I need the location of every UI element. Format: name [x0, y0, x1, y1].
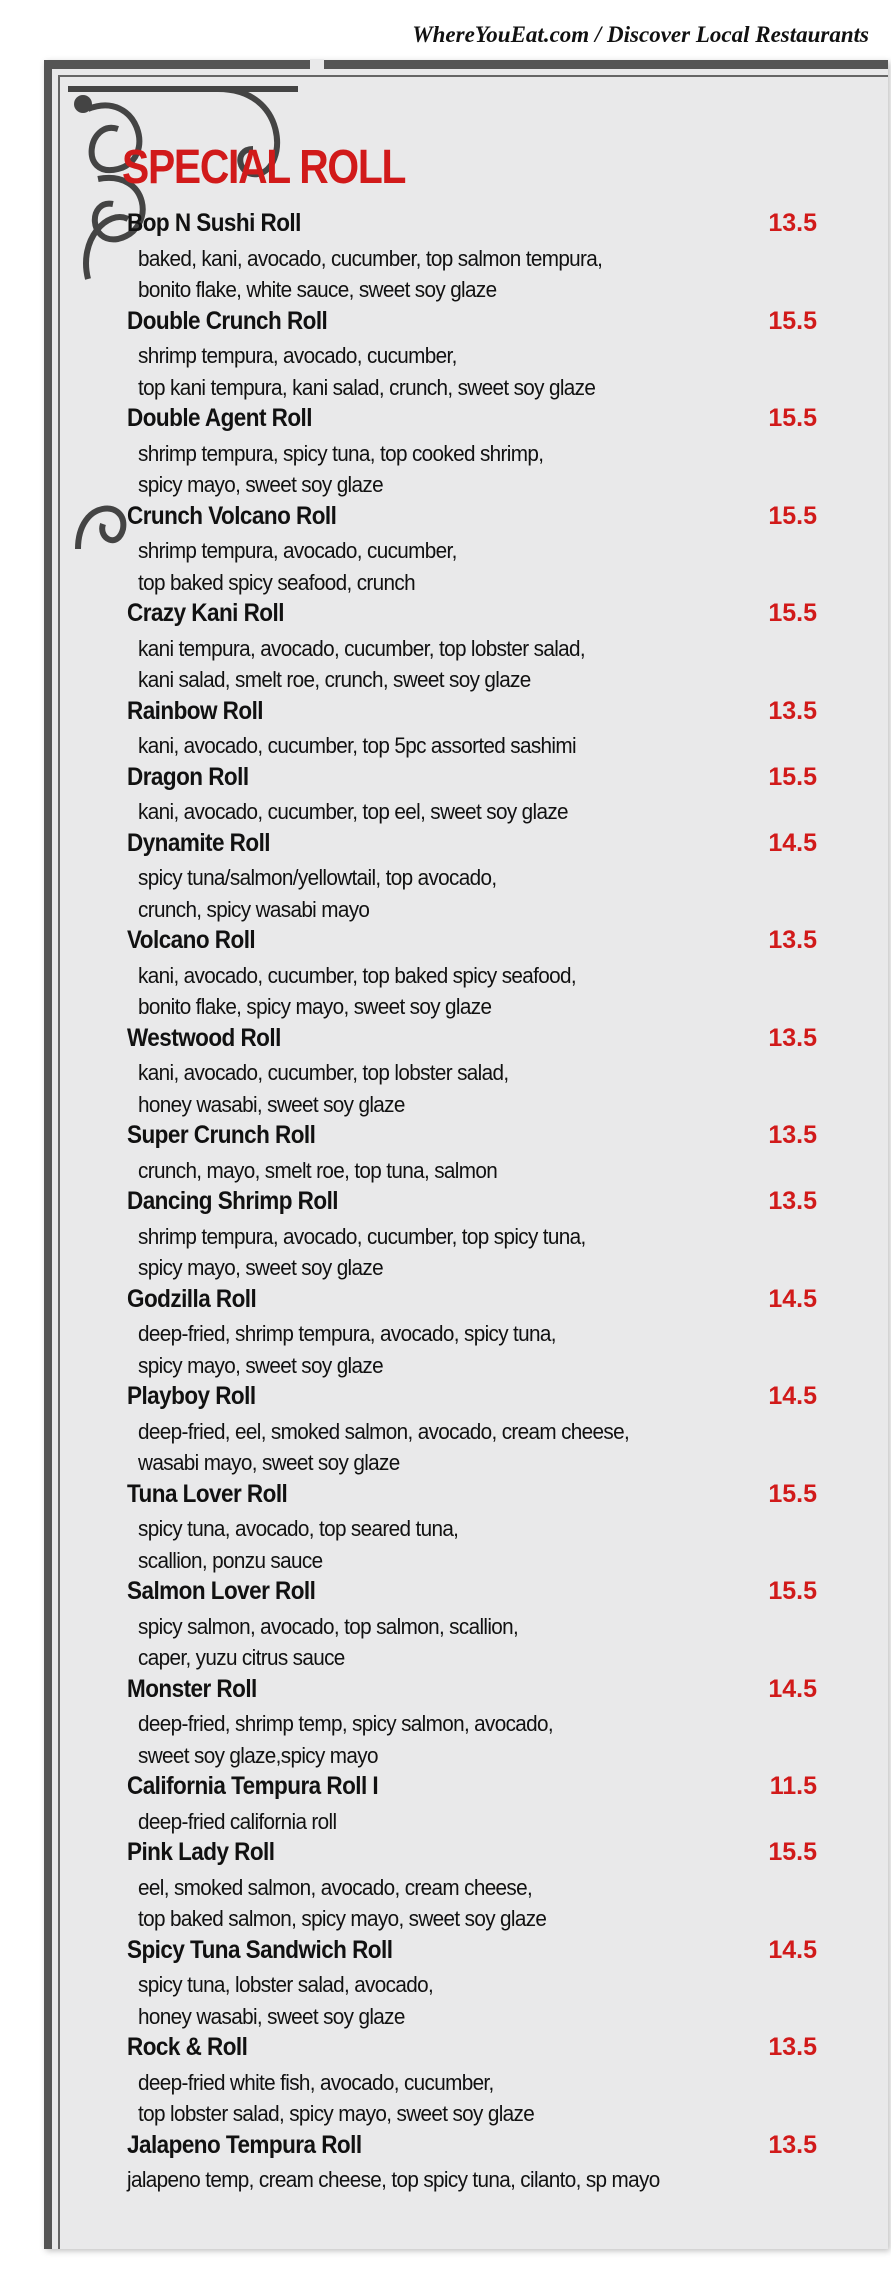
item-name: Pink Lady Roll — [127, 1838, 275, 1866]
item-price: 13.5 — [768, 209, 817, 237]
item-name: Super Crunch Roll — [127, 1121, 316, 1149]
site-header: WhereYouEat.com / Discover Local Restaurants — [412, 22, 869, 47]
item-price: 14.5 — [768, 1674, 817, 1703]
menu-item — [127, 925, 817, 1023]
item-description: crunch, mayo, smelt roe, top tuna, salmon — [138, 1157, 498, 1183]
item-name: Double Crunch Roll — [127, 306, 328, 335]
section-title: SPECIAL ROLL — [122, 141, 406, 194]
item-price: 13.5 — [768, 1187, 817, 1215]
item-description: shrimp tempura, avocado, cucumber, top spicy tuna, spicy mayo, sweet soy glaze — [138, 1223, 586, 1280]
item-description: deep-fried, shrimp temp, spicy salmon, avocado, sweet soy glaze,spicy mayo — [138, 1711, 554, 1768]
menu-item — [127, 208, 817, 306]
menu-item — [127, 1284, 817, 1382]
item-name: Dragon Roll — [127, 762, 249, 791]
menu-item — [127, 828, 817, 926]
item-description: deep-fried white fish, avocado, cucumber, top lobster salad, spicy mayo, sweet soy glaze — [138, 2069, 535, 2126]
item-price: 11.5 — [769, 1772, 817, 1800]
item-description: jalapeno temp, cream cheese, top spicy tuna, cilanto, sp mayo — [127, 2167, 660, 2192]
item-name: Crazy Kani Roll — [127, 599, 284, 627]
item-name: California Tempura Roll I — [127, 1772, 379, 1800]
item-name: Dancing Shrimp Roll — [127, 1187, 339, 1215]
item-description: deep-fried, shrimp tempura, avocado, spicy tuna, spicy mayo, sweet soy glaze — [138, 1321, 556, 1378]
menu-item — [127, 1771, 817, 1837]
item-name: Playboy Roll — [127, 1382, 256, 1410]
item-name: Godzilla Roll — [127, 1284, 257, 1313]
item-price: 15.5 — [768, 599, 817, 627]
item-price: 15.5 — [768, 762, 817, 791]
item-name: Tuna Lover Roll — [127, 1479, 288, 1508]
menu-item — [127, 2130, 817, 2196]
item-price: 13.5 — [768, 2033, 817, 2061]
menu-item — [127, 1186, 817, 1284]
item-description: kani, avocado, cucumber, top eel, sweet soy glaze — [138, 799, 568, 824]
item-description: eel, smoked salmon, avocado, cream cheese, top baked salmon, spicy mayo, sweet soy glaze — [138, 1874, 547, 1931]
item-name: Rock & Roll — [127, 2033, 248, 2061]
menu-item — [127, 1576, 817, 1674]
item-price: 14.5 — [768, 1935, 817, 1964]
item-price: 14.5 — [768, 828, 817, 857]
item-price: 15.5 — [768, 1479, 817, 1508]
menu-item — [127, 598, 817, 696]
menu-item — [127, 306, 817, 404]
menu-item — [127, 762, 817, 828]
item-name: Volcano Roll — [127, 926, 256, 954]
menu-item — [127, 1479, 817, 1577]
menu-item — [127, 1120, 817, 1186]
menu-item — [127, 501, 817, 599]
item-price: 13.5 — [768, 1023, 817, 1052]
menu-item — [127, 403, 817, 501]
menu-item — [127, 2032, 817, 2130]
item-price: 13.5 — [768, 1121, 817, 1149]
item-description: deep-fried california roll — [138, 1808, 337, 1834]
menu-item — [127, 1674, 817, 1772]
item-description: kani, avocado, cucumber, top baked spicy seafood, bonito flake, spicy mayo, sweet soy glaze — [138, 962, 576, 1019]
menu-item — [127, 1935, 817, 2033]
item-name: Salmon Lover Roll — [127, 1577, 316, 1605]
item-price: 13.5 — [768, 926, 817, 954]
item-price: 15.5 — [768, 306, 817, 335]
item-description: spicy tuna, lobster salad, avocado, honey wasabi, sweet soy glaze — [138, 1972, 434, 2029]
item-name: Double Agent Roll — [127, 404, 312, 432]
item-description: spicy tuna, avocado, top seared tuna, scallion, ponzu sauce — [138, 1516, 459, 1573]
menu-item — [127, 696, 817, 762]
item-name: Jalapeno Tempura Roll — [127, 2130, 362, 2159]
item-description: spicy tuna/salmon/yellowtail, top avocado, crunch, spicy wasabi mayo — [138, 865, 497, 922]
item-description: kani tempura, avocado, cucumber, top lobster salad, kani salad, smelt roe, crunch, sweet soy glaze — [138, 635, 586, 692]
item-description: kani, avocado, cucumber, top lobster salad, honey wasabi, sweet soy glaze — [138, 1060, 509, 1117]
item-description: deep-fried, eel, smoked salmon, avocado, cream cheese, wasabi mayo, sweet soy glaze — [138, 1418, 630, 1475]
item-price: 14.5 — [768, 1284, 817, 1313]
item-name: Dynamite Roll — [127, 828, 271, 857]
item-name: Monster Roll — [127, 1674, 257, 1703]
item-description: baked, kani, avocado, cucumber, top salmon tempura, bonito flake, white sauce, sweet soy glaze — [138, 245, 603, 302]
item-name: Crunch Volcano Roll — [127, 501, 337, 530]
item-description: shrimp tempura, avocado, cucumber, top baked spicy seafood, crunch — [138, 538, 457, 595]
item-description: spicy salmon, avocado, top salmon, scallion, caper, yuzu citrus sauce — [138, 1613, 519, 1670]
item-price: 15.5 — [768, 1838, 817, 1866]
item-price: 15.5 — [768, 404, 817, 432]
menu-item — [127, 1837, 817, 1935]
item-name: Bop N Sushi Roll — [127, 209, 301, 237]
menu-item-list — [127, 208, 817, 2196]
item-description: shrimp tempura, avocado, cucumber, top kani tempura, kani salad, crunch, sweet soy glaze — [138, 343, 596, 400]
item-price: 14.5 — [768, 1382, 817, 1410]
item-price: 15.5 — [768, 1577, 817, 1605]
item-price: 13.5 — [768, 696, 817, 725]
menu-item — [127, 1381, 817, 1479]
item-description: shrimp tempura, spicy tuna, top cooked shrimp, spicy mayo, sweet soy glaze — [138, 440, 544, 497]
menu-item — [127, 1023, 817, 1121]
item-price: 15.5 — [768, 501, 817, 530]
item-name: Spicy Tuna Sandwich Roll — [127, 1935, 393, 1964]
item-name: Westwood Roll — [127, 1023, 281, 1052]
item-name: Rainbow Roll — [127, 696, 264, 725]
item-price: 13.5 — [768, 2130, 817, 2159]
item-description: kani, avocado, cucumber, top 5pc assorted sashimi — [138, 733, 576, 758]
